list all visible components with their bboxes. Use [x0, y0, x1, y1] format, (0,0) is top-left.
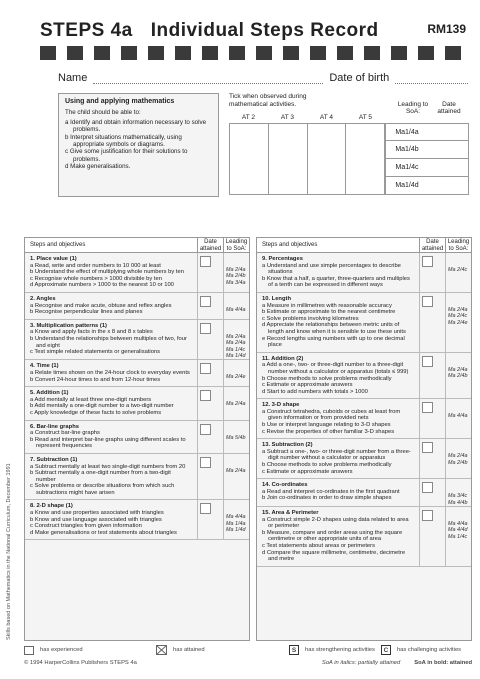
- step-objective: a Subtract mentally at least two single-digit numbers from 20: [30, 463, 186, 470]
- step-objective: a Know and apply facts in the x 8 and 8 x tables: [30, 329, 153, 336]
- name-dob-row: [58, 72, 468, 84]
- leading-soa: [223, 387, 249, 419]
- step-body: [25, 320, 197, 360]
- date-attained-box[interactable]: [419, 353, 445, 399]
- leading-value: Ma1/4d: [395, 182, 419, 189]
- square-icon: [364, 46, 380, 60]
- steps-header: Steps and objectives: [262, 242, 318, 248]
- dob-field[interactable]: [395, 74, 468, 84]
- step-section: [257, 293, 471, 353]
- step-objective: c Recognise whole numbers > 1000 divisible by ten: [30, 275, 162, 282]
- step-title: 12. 3-D shape: [262, 402, 300, 409]
- step-body: [25, 387, 197, 419]
- step-objective: b Know and use language associated with triangles: [30, 516, 162, 523]
- soa-value: Ma 2/4e: [448, 319, 468, 326]
- leading-soa: [223, 320, 249, 360]
- leading-soa: [445, 479, 471, 506]
- soa-value: Ma 2/4a: [448, 453, 468, 460]
- square-icon: [40, 46, 56, 60]
- step-section: [25, 500, 249, 540]
- step-title: 4. Time (1): [30, 363, 59, 370]
- at-header: AT 4: [319, 114, 334, 121]
- title-steps: STEPS 4a: [40, 20, 133, 41]
- step-section: [25, 293, 249, 320]
- step-objective: c Estimate or approximate answers: [262, 468, 353, 475]
- copyright: © 1994 HarperCollins Publishers STEPS 4a: [24, 660, 137, 666]
- square-icon: [148, 46, 164, 60]
- square-icon: [202, 46, 218, 60]
- leading-soa: [445, 399, 471, 438]
- square-icon: [310, 46, 326, 60]
- date-attained-box[interactable]: [419, 479, 445, 506]
- date-attained-box[interactable]: [419, 293, 445, 352]
- step-title: 1. Place value (1): [30, 256, 77, 262]
- step-objective: c Apply knowledge of these facts to solve problems: [30, 409, 162, 416]
- leading-value: Ma1/4b: [395, 146, 419, 153]
- soa-value: Ma 4/4a: [448, 413, 468, 420]
- leading-soa: [223, 500, 249, 539]
- using-title: Using and applying mathematics: [65, 98, 175, 105]
- soa-value: Ma 1/4d: [226, 527, 246, 534]
- step-objective: b Convert 24-hour times to and from 12-hour times: [30, 376, 161, 383]
- soa-value: Ma 3/4a: [226, 279, 246, 286]
- leading-soa: [445, 507, 471, 566]
- using-item: d Make generalisations.: [65, 163, 131, 171]
- square-icon: [229, 46, 245, 60]
- soa-value: Ma 2/4a: [448, 366, 468, 373]
- square-icon: [94, 46, 110, 60]
- step-objective: b Understand the effect of multiplying whole numbers by ten: [30, 269, 184, 276]
- crossed-square-icon: [156, 645, 167, 655]
- step-objective: b Read and interpret bar-line graphs using different scales to represent frequencies: [30, 436, 186, 450]
- step-objective: d Approximate numbers > 1000 to the nearest 10 or 100: [30, 282, 174, 289]
- at-cell[interactable]: [308, 124, 347, 194]
- step-objective: a Read, write and order numbers to 10 000 at least: [30, 262, 161, 269]
- step-objective: c Estimate or approximate answers: [262, 382, 353, 389]
- date-attained-box[interactable]: [197, 253, 223, 292]
- step-body: [25, 421, 197, 453]
- step-objective: c Test simple related statements or generalisations: [30, 349, 161, 356]
- at-grid: [229, 114, 385, 195]
- step-objective: b Know that a half, a quarter, three-quarters and multiples of a tenth can be expressed in different ways: [262, 275, 410, 289]
- step-section: [25, 320, 249, 361]
- step-section: [257, 399, 471, 439]
- step-objective: a Relate times shown on the 24-hour clock to everyday events: [30, 369, 190, 376]
- step-objective: a Understand and use simple percentages to describe situations: [262, 262, 401, 276]
- step-title: 2. Angles: [30, 295, 56, 302]
- step-objective: a Construct simple 2-D shapes using data related to area or perimeter: [262, 516, 409, 530]
- leading-col-header: Leading to SoA:: [445, 238, 471, 252]
- square-icon: [121, 46, 137, 60]
- soa-value: Ma 2/4c: [448, 267, 468, 273]
- left-steps-table: [24, 237, 250, 641]
- leading-soa: [223, 293, 249, 319]
- step-section: [25, 454, 249, 501]
- soa-value: Ma 4/4d: [448, 527, 468, 534]
- right-sections: [257, 253, 471, 567]
- legend-strengthening: has strengthening activities: [305, 647, 375, 653]
- step-objective: a Subtract a one-, two- or three-digit number from a three-digit number without a calculator or apparatus: [262, 448, 411, 462]
- leading-row[interactable]: [385, 141, 469, 159]
- legend: [24, 645, 472, 655]
- page-title: [40, 20, 379, 42]
- date-attained-box[interactable]: [419, 439, 445, 478]
- at-cell[interactable]: [346, 124, 384, 194]
- date-col-header: Date attained: [197, 238, 223, 252]
- soa-value: Ma 2/4a: [226, 401, 246, 408]
- date-attained-box[interactable]: [197, 387, 223, 419]
- step-objective: c Construct triangles from given information: [30, 523, 142, 530]
- step-objective: d Make generalisations or test statements about triangles: [30, 529, 177, 536]
- square-icon: [283, 46, 299, 60]
- leading-row[interactable]: [385, 177, 469, 195]
- at-header: AT 3: [280, 114, 295, 121]
- step-body: [257, 399, 419, 438]
- soa-value: Ma 4/4b: [448, 499, 468, 506]
- step-section: [257, 507, 471, 567]
- step-objective: d Appreciate the relationships between metric units of length and know when it is sensible to use these units: [262, 322, 406, 335]
- tick-instruction: Tick when observed during mathematical activities.: [229, 93, 307, 108]
- date-attained-box[interactable]: [197, 293, 223, 319]
- at-cell[interactable]: [269, 124, 308, 194]
- step-title: 11. Addition (2): [262, 355, 304, 362]
- soa-value: Ma 2/4b: [448, 373, 468, 380]
- step-objective: c Solve problems involving kilometres: [262, 315, 359, 322]
- step-body: [257, 479, 419, 506]
- step-objective: b Recognise perpendicular lines and planes: [30, 309, 143, 316]
- soa-value: Ma 3/4c: [448, 493, 468, 500]
- using-item: b Interpret situations mathematically, using appropriate symbols or diagrams.: [65, 133, 182, 149]
- step-body: [25, 360, 197, 386]
- step-section: [25, 253, 249, 293]
- leading-soa: [445, 253, 471, 292]
- step-objective: c Test statements about areas or perimeters: [262, 543, 375, 549]
- step-objective: d Compare the square millimetre, centimetre, decimetre and metre: [262, 549, 406, 563]
- step-objective: b Choose methods to solve problems methodically: [262, 462, 392, 469]
- step-section: [257, 439, 471, 479]
- soa-value: Ma 2/4a: [226, 467, 246, 474]
- step-body: [257, 439, 419, 478]
- step-body: [257, 353, 419, 399]
- step-objective: a Add a one-, two- or three-digit number to a three-digit number without a calculator or apparatus (totals ≤ 999): [262, 362, 409, 375]
- step-title: 9. Percentages: [262, 256, 303, 262]
- step-body: [257, 507, 419, 566]
- soa-value: Ma 2/4b: [226, 273, 246, 280]
- leading-soa: [223, 421, 249, 453]
- leading-header: Leading to SoA:: [397, 101, 429, 115]
- date-attained-box[interactable]: [197, 360, 223, 386]
- square-icon: [256, 46, 272, 60]
- step-title: 8. 2-D shape (1): [30, 503, 73, 510]
- step-objective: a Recognise and make acute, obtuse and reflex angles: [30, 302, 172, 309]
- date-col-header: Date attained: [419, 238, 445, 252]
- at-header: AT 5: [358, 114, 373, 121]
- title-record: Individual Steps Record: [150, 20, 379, 41]
- step-objective: b Choose methods to solve problems methodically: [262, 375, 392, 382]
- date-attained-box[interactable]: [197, 421, 223, 453]
- soa-value: Ma 1/4c: [448, 533, 468, 540]
- date-attained-box[interactable]: [197, 320, 223, 360]
- step-objective: b Join co-ordinates in order to draw simple shapes: [262, 495, 392, 502]
- soa-value: Ma 2/4a: [226, 340, 246, 347]
- leading-soa: [445, 439, 471, 478]
- soa-value: Ma 2/4a: [226, 267, 246, 273]
- step-title: 3. Multiplication patterns (1): [30, 322, 107, 329]
- soa-value: Ma 2/4b: [448, 459, 468, 466]
- step-objective: b Subtract mentally a one-digit number from a two-digit number: [30, 470, 171, 483]
- soa-value: Ma 4/4a: [448, 521, 468, 528]
- using-intro: The child should be able to:: [65, 109, 141, 117]
- decorative-squares: [40, 46, 461, 60]
- leading-col-header: Leading to SoA:: [223, 238, 249, 252]
- date-attained-box[interactable]: [419, 253, 445, 292]
- soa-value: Ma 2/4a: [226, 333, 246, 340]
- step-objective: c Solve problems or describe situations from which such subtractions might have arisen: [30, 483, 175, 496]
- square-icon: [67, 46, 83, 60]
- legend-challenging: has challenging activities: [396, 647, 462, 653]
- soa-value: Ma 1/4a: [226, 520, 246, 527]
- leading-row[interactable]: [385, 159, 469, 177]
- steps-header: Steps and objectives: [30, 242, 86, 248]
- soa-value: Ma 2/4c: [448, 313, 468, 320]
- step-objective: b Understand the relationships between multiples of two, four and eight: [30, 335, 187, 349]
- at-header: AT 2: [241, 114, 256, 121]
- italics-note: SoA in italics: partially attained: [321, 660, 401, 666]
- step-objective: a Measure in millimetres with reasonable accuracy: [262, 302, 392, 309]
- step-objective: b Use or interpret language relating to 3-D shapes: [262, 422, 391, 429]
- leading-soa: [445, 353, 471, 399]
- at-cell[interactable]: [230, 124, 269, 194]
- square-icon: [391, 46, 407, 60]
- soa-value: Ma 4/4a: [226, 306, 246, 313]
- step-body: [25, 253, 197, 292]
- step-section: [257, 479, 471, 507]
- soa-value: Ma 2/4a: [448, 306, 468, 313]
- step-body: [25, 500, 197, 539]
- step-title: 5. Addition (1): [30, 390, 69, 397]
- step-section: [25, 360, 249, 387]
- using-item: c Give some justification for their solutions to problems.: [65, 148, 188, 163]
- step-objective: b Add mentally a one-digit number to a two-digit number: [30, 403, 174, 410]
- step-body: [25, 454, 197, 500]
- leading-value: Ma1/4a: [395, 128, 419, 136]
- step-objective: a Know and use properties associated with triangles: [30, 510, 164, 517]
- step-title: 10. Length: [262, 295, 291, 302]
- step-title: 6. Bar-line graphs: [30, 423, 79, 430]
- date-header: Date attained: [437, 101, 461, 115]
- empty-square-icon: [24, 646, 34, 655]
- dob-label: Date of birth: [329, 72, 390, 84]
- soa-value: Ma 4/4a: [226, 514, 246, 521]
- step-objective: a Construct tetrahedra, cuboids or cubes at least from given information or from provided nets: [262, 408, 401, 422]
- footer: [24, 660, 472, 666]
- resource-code: RM139: [427, 22, 466, 36]
- using-item: a Identify and obtain information necessary to solve problems.: [65, 118, 207, 134]
- step-objective: e Record lengths using numbers with up to one decimal place: [262, 335, 405, 349]
- date-attained-box[interactable]: [419, 399, 445, 438]
- step-objective: a Construct bar-line graphs: [30, 430, 100, 437]
- bold-note: SoA in bold: attained: [414, 660, 473, 666]
- leading-value: Ma1/4c: [395, 164, 419, 171]
- step-objective: b Estimate or approximate to the nearest centimetre: [262, 309, 396, 316]
- square-icon: [175, 46, 191, 60]
- leading-soa: [445, 293, 471, 352]
- legend-s-box: S: [289, 645, 299, 655]
- legend-experienced: has experienced: [40, 647, 83, 653]
- soa-value: Ma 1/4c: [226, 346, 246, 353]
- legend-c-box: C: [381, 645, 391, 655]
- step-title: 15. Area & Perimeter: [262, 510, 319, 517]
- leading-column: [385, 123, 469, 195]
- step-body: [25, 293, 197, 319]
- step-title: 14. Co-ordinates: [262, 482, 308, 489]
- square-icon: [337, 46, 353, 60]
- name-label: Name: [58, 72, 88, 84]
- step-objective: c Revise the properties of other familiar 3-D shapes: [262, 428, 395, 435]
- legend-attained: has attained: [173, 647, 205, 653]
- step-section: [257, 253, 471, 293]
- leading-soa: [223, 360, 249, 386]
- soa-value: Ma 2/4e: [226, 374, 246, 381]
- soa-value: Ma 5/4b: [226, 434, 246, 441]
- date-attained-box[interactable]: [197, 500, 223, 539]
- square-icon: [445, 46, 461, 60]
- step-title: 7. Subtraction (1): [30, 456, 78, 463]
- soa-value: Ma 1/4d: [226, 352, 246, 359]
- leading-row[interactable]: [385, 123, 469, 141]
- leading-soa: [223, 253, 249, 292]
- right-steps-table: [256, 237, 472, 641]
- date-attained-box[interactable]: [197, 454, 223, 500]
- using-applying-box: [58, 93, 219, 197]
- side-note: Skills based on Mathematics in the National Curriculum, December 1991: [6, 463, 12, 640]
- name-field[interactable]: [93, 74, 323, 84]
- step-section: [25, 387, 249, 420]
- step-body: [257, 293, 419, 352]
- step-section: [25, 421, 249, 454]
- step-objective: d Start to add numbers with totals > 1000: [262, 388, 368, 395]
- step-objective: a Read and interpret co-ordinates in the first quadrant: [262, 488, 400, 495]
- step-title: 13. Subtraction (2): [262, 442, 313, 449]
- step-objective: b Measure, compare and order areas using the square centimetre or other appropriate units of area: [262, 529, 403, 543]
- left-sections: [25, 253, 249, 540]
- date-attained-box[interactable]: [419, 507, 445, 566]
- step-objective: a Add mentally at least three one-digit numbers: [30, 396, 152, 403]
- square-icon: [418, 46, 434, 60]
- leading-soa: [223, 454, 249, 500]
- step-body: [257, 253, 419, 292]
- step-section: [257, 353, 471, 400]
